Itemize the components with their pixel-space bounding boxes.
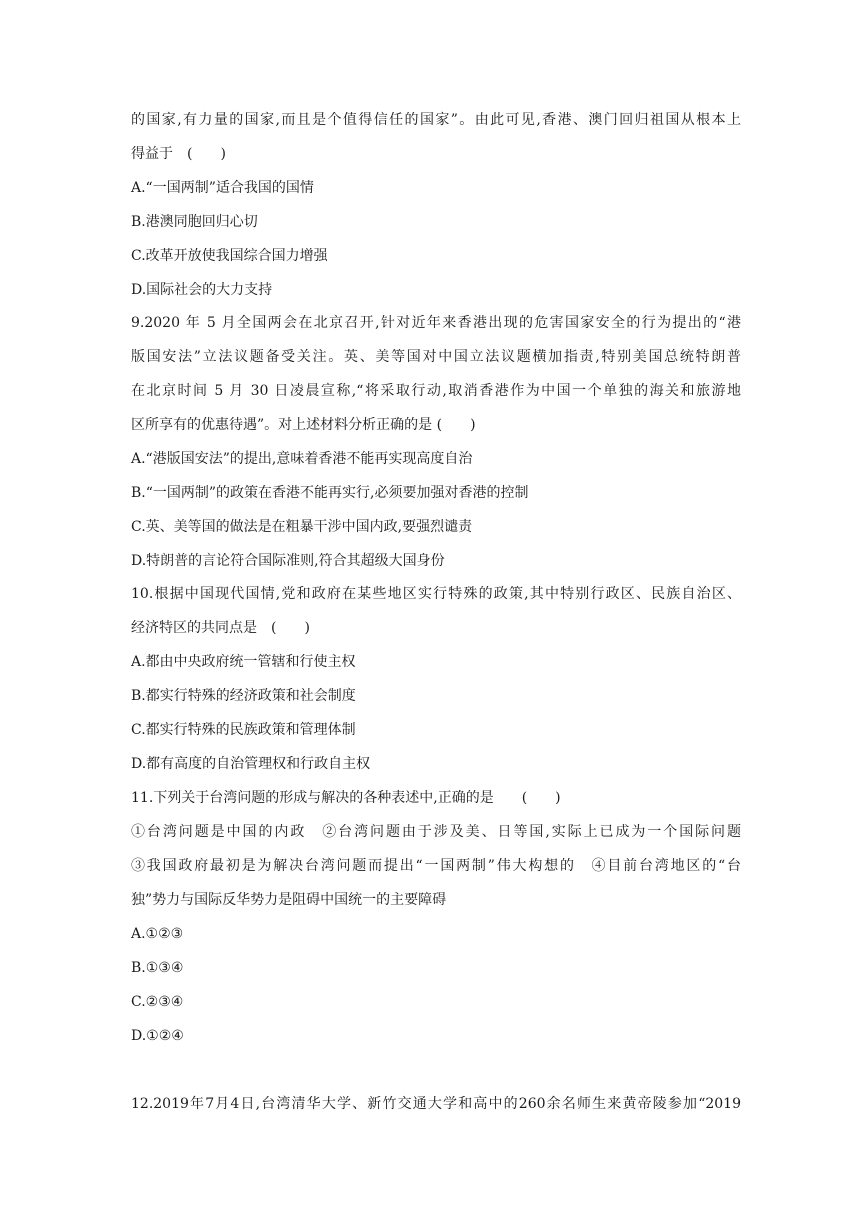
option-line: B.“一国两制”的政策在香港不能再实行,必须要加强对香港的控制 <box>131 485 529 501</box>
question-line: 12.2019年7月4日,台湾清华大学、新竹交通大学和高中的260余名师生来黄帝陵参加“2019 <box>131 1096 741 1112</box>
option-line: A.①②③ <box>131 926 184 942</box>
question-line: 版国安法”立法议题备受关注。英、美等国对中国立法议题横加指责,特别美国总统特朗普 <box>131 349 741 365</box>
statement-line: 独”势力与国际反华势力是阻碍中国统一的主要障碍 <box>131 892 447 908</box>
option-line: D.国际社会的大力支持 <box>131 282 273 298</box>
text-line: 的国家,有力量的国家,而且是个值得信任的国家”。由此可见,香港、澳门回归祖国从根本上 <box>131 112 741 128</box>
question-line: 经济特区的共同点是 ( ) <box>131 620 310 636</box>
option-line: C.英、美等国的做法是在粗暴干涉中国内政,要强烈谴责 <box>131 519 473 535</box>
option-line: D.都有高度的自治管理权和行政自主权 <box>131 756 371 772</box>
question-line: 10.根据中国现代国情,党和政府在某些地区实行特殊的政策,其中特别行政区、民族自治区、 <box>131 586 741 602</box>
option-line: B.①③④ <box>131 960 184 976</box>
option-line: A.“港版国安法”的提出,意味着香港不能再实现高度自治 <box>131 451 473 467</box>
option-line: B.港澳同胞回归心切 <box>131 214 258 230</box>
option-line: B.都实行特殊的经济政策和社会制度 <box>131 688 356 704</box>
option-line: D.①②④ <box>131 1028 184 1044</box>
option-line: C.改革开放使我国综合国力增强 <box>131 248 328 264</box>
option-line: C.都实行特殊的民族政策和管理体制 <box>131 722 356 738</box>
question-line: 9.2020 年 5 月全国两会在北京召开,针对近年来香港出现的危害国家安全的行为提出的“港 <box>131 315 741 331</box>
statement-line: ①台湾问题是中国的内政 ②台湾问题由于涉及美、日等国,实际上已成为一个国际问题 <box>131 824 741 840</box>
option-line: D.特朗普的言论符合国际准则,符合其超级大国身份 <box>131 553 445 569</box>
option-line: A.“一国两制”适合我国的国情 <box>131 180 314 196</box>
question-line: 11.下列关于台湾问题的形成与解决的各种表述中,正确的是 ( ) <box>131 790 561 806</box>
question-line: 区所享有的优惠待遇”。对上述材料分析正确的是 ( ) <box>131 417 476 433</box>
option-line: A.都由中央政府统一管辖和行使主权 <box>131 654 356 670</box>
statement-line: ③我国政府最初是为解决台湾问题而提出“一国两制”伟大构想的 ④目前台湾地区的“台 <box>131 858 741 874</box>
option-line: C.②③④ <box>131 994 184 1010</box>
question-line: 在北京时间 5 月 30 日凌晨宣称,“将采取行动,取消香港作为中国一个单独的海关和旅游地 <box>131 383 741 399</box>
text-line: 得益于 ( ) <box>131 146 226 162</box>
